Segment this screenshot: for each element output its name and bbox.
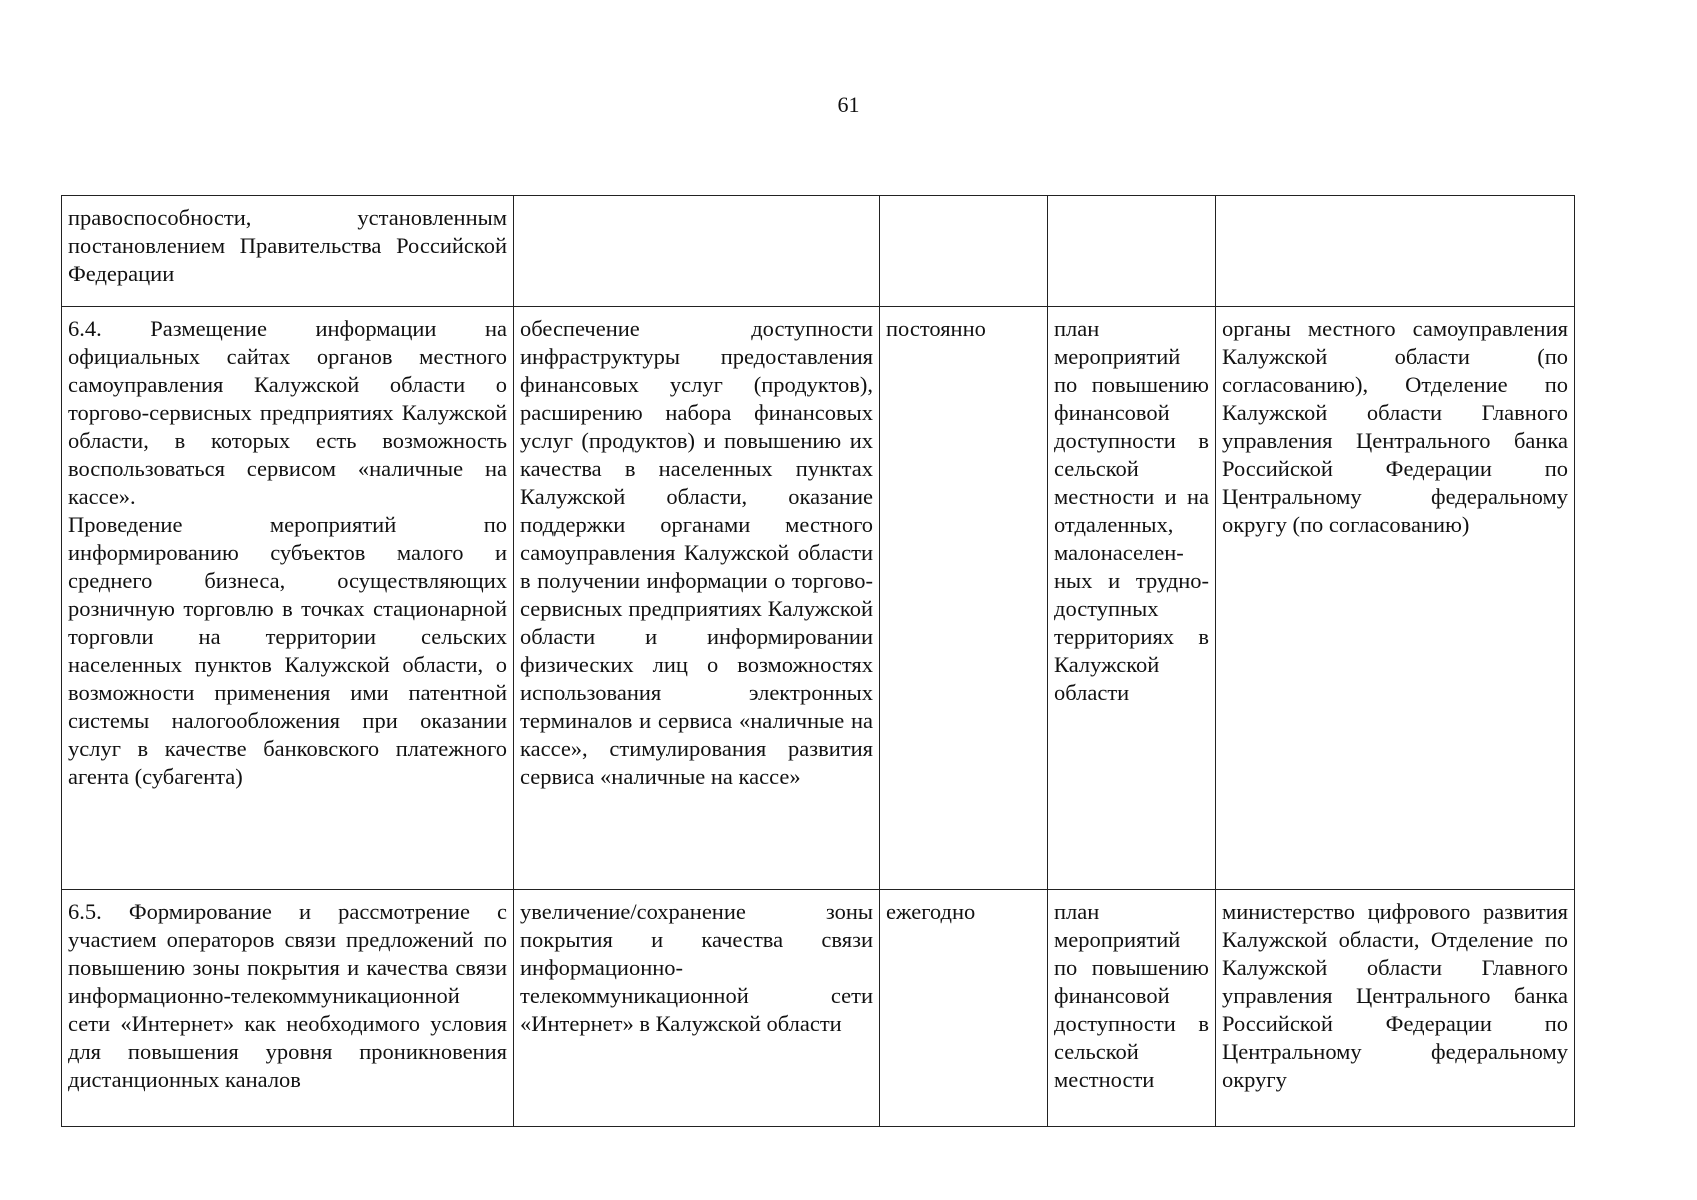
table-row xyxy=(62,196,1575,307)
term-cell xyxy=(880,307,1048,890)
document-cell xyxy=(1048,196,1216,307)
document-text: план мероприятий по повышению финансовой доступности в сельской местности xyxy=(1054,899,1209,1092)
document-cell xyxy=(1048,890,1216,1127)
activity-text: правоспособности, установленным постановлением Правительства Российской Федерации xyxy=(68,205,507,286)
responsible-cell xyxy=(1216,307,1575,890)
term-cell xyxy=(880,196,1048,307)
document-cell xyxy=(1048,307,1216,890)
term-text: постоянно xyxy=(886,316,986,341)
activity-cell xyxy=(62,307,514,890)
result-cell xyxy=(514,196,880,307)
page-number: 61 xyxy=(837,92,860,117)
responsible-cell xyxy=(1216,196,1575,307)
responsible-text: органы местного самоуправления Калужской области (по согласованию), Отделение по Калужской области Главного управления Центрального банка Российской Федерации по Центральному федеральному округу (по согласованию) xyxy=(1222,316,1568,537)
plan-table xyxy=(61,195,1575,1127)
activity-text: 6.5. Формирование и рассмотрение с участием операторов связи предложений по повышению зоны покрытия и качества связи информационно-телекоммуникационной сети «Интернет» как необходимого условия для повышения уровня проникновения дистанционных каналов xyxy=(68,899,507,1092)
result-cell xyxy=(514,890,880,1127)
term-cell xyxy=(880,890,1048,1127)
document-text: план мероприятий по повышению финансовой доступности в сельской местности и на отдаленных, малонаселен-ных и трудно-доступных территориях в Калужской области xyxy=(1054,316,1209,705)
result-text: обеспечение доступности инфраструктуры предоставления финансовых услуг (продуктов), расширению набора финансовых услуг (продуктов) и повышению их качества в населенных пунктах Калужской области, оказание поддержки органами местного самоуправления Калужской области в получении информации о торгово-сервисных предприятиях Калужской области и информировании физических лиц о возможностях использования электронных терминалов и сервиса «наличные на кассе», стимулирования развития сервиса «наличные на кассе» xyxy=(520,316,873,789)
term-text: ежегодно xyxy=(886,899,976,924)
table-row xyxy=(62,890,1575,1127)
result-text: увеличение/сохранение зоны покрытия и качества связи информационно-телекоммуникационной сети «Интернет» в Калужской области xyxy=(520,899,873,1036)
activity-cell xyxy=(62,196,514,307)
activity-text: 6.4. Размещение информации на официальных сайтах органов местного самоуправления Калужской области о торгово-сервисных предприятиях Калужской области, в которых есть возможность воспользоваться сервисом «наличные на кассе». xyxy=(68,316,507,509)
activity-cell xyxy=(62,890,514,1127)
responsible-cell xyxy=(1216,890,1575,1127)
responsible-text: министерство цифрового развития Калужской области, Отделение по Калужской области Главного управления Центрального банка Российской Федерации по Центральному федеральному округу xyxy=(1222,899,1568,1092)
activity-text-2: Проведение мероприятий по информированию субъектов малого и среднего бизнеса, осуществляющих розничную торговлю в точках стационарной торговли на территории сельских населенных пунктов Калужской области, о возможности применения ими патентной системы налогообложения при оказании услуг в качестве банковского платежного агента (субагента) xyxy=(68,512,507,789)
table-row xyxy=(62,307,1575,890)
result-cell xyxy=(514,307,880,890)
